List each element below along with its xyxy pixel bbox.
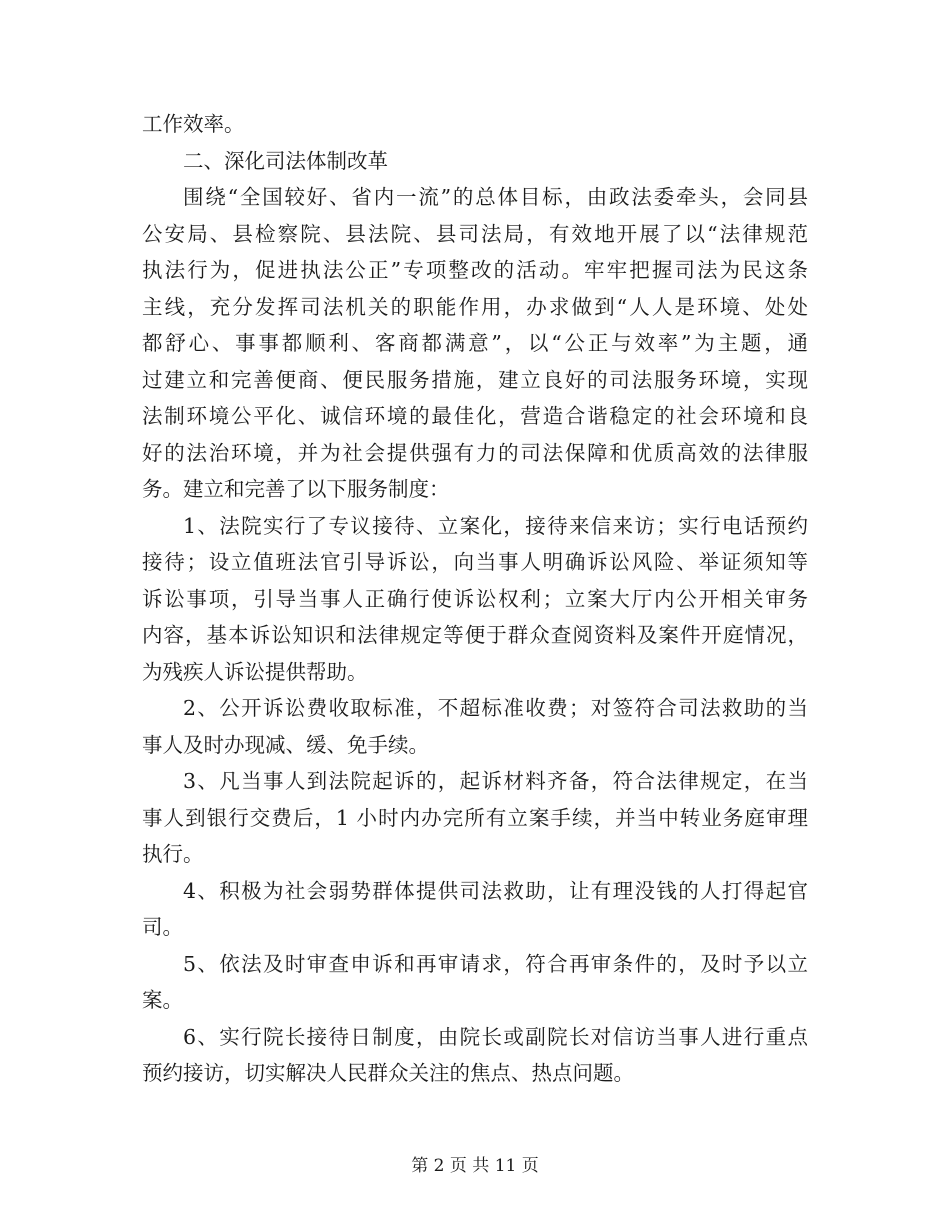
text-line: 2、公开诉讼费收取标准，不超标准收费；对签符合司法救助的当 <box>183 696 808 720</box>
text-line: 6、实行院长接待日制度，由院长或副院长对信访当事人进行重点 <box>183 1024 808 1049</box>
text-line: 4、积极为社会弱势群体提供司法救助，让有理没钱的人打得起官 <box>183 878 808 903</box>
text-line: 事人及时办现减、缓、免手续。 <box>142 732 429 757</box>
text-line: 5、依法及时审查申诉和再审请求，符合再审条件的，及时予以立 <box>183 951 808 976</box>
text-line: 执法行为，促进执法公正”专项整改的活动。牢牢把握司法为民这条 <box>142 258 808 282</box>
text-line: 好的法治环境，并为社会提供强有力的司法保障和优质高效的法律服 <box>142 440 808 465</box>
text-line: 案。 <box>142 988 183 1012</box>
document-body <box>142 106 808 1092</box>
text-line: 都舒心、事事都顺利、客商都满意”，以“公正与效率”为主题，通 <box>142 331 808 355</box>
text-line: 接待；设立值班法官引导诉讼，向当事人明确诉讼风险、举证须知等 <box>142 550 808 574</box>
text-line: 公安局、县检察院、县法院、县司法局，有效地开展了以“法律规范 <box>142 221 808 246</box>
text-line: 工作效率。 <box>142 112 245 136</box>
text-line: 事人到银行交费后，1 小时内办完所有立案手续，并当中转业务庭审理 <box>142 805 808 830</box>
text-line: 过建立和完善便商、便民服务措施，建立良好的司法服务环境，实现 <box>142 367 808 392</box>
text-line: 执行。 <box>142 842 204 866</box>
text-line: 务。建立和完善了以下服务制度： <box>142 477 450 501</box>
text-line: 二、深化司法体制改革 <box>183 148 388 173</box>
page-footer: 第 2 页 共 11 页 <box>411 1156 539 1176</box>
text-line: 司。 <box>142 915 183 939</box>
text-line: 内容，基本诉讼知识和法律规定等便于群众查阅资料及案件开庭情况， <box>142 623 808 647</box>
text-line: 3、凡当事人到法院起诉的，起诉材料齐备，符合法律规定，在当 <box>183 769 808 793</box>
text-line: 围绕“全国较好、省内一流”的总体目标，由政法委牵头，会同县 <box>183 185 808 209</box>
text-line: 预约接访，切实解决人民群众关注的焦点、热点问题。 <box>142 1061 634 1085</box>
text-line: 为残疾人诉讼提供帮助。 <box>142 659 368 684</box>
text-line: 法制环境公平化、诚信环境的最佳化，营造合谐稳定的社会环境和良 <box>142 404 808 428</box>
text-line: 主线，充分发挥司法机关的职能作用，办求做到“人人是环境、处处 <box>142 294 808 319</box>
text-line: 1、法院实行了专议接待、立案化，接待来信来访；实行电话预约 <box>183 513 808 538</box>
text-line: 诉讼事项，引导当事人正确行使诉讼权利；立案大厅内公开相关审务 <box>142 586 808 611</box>
